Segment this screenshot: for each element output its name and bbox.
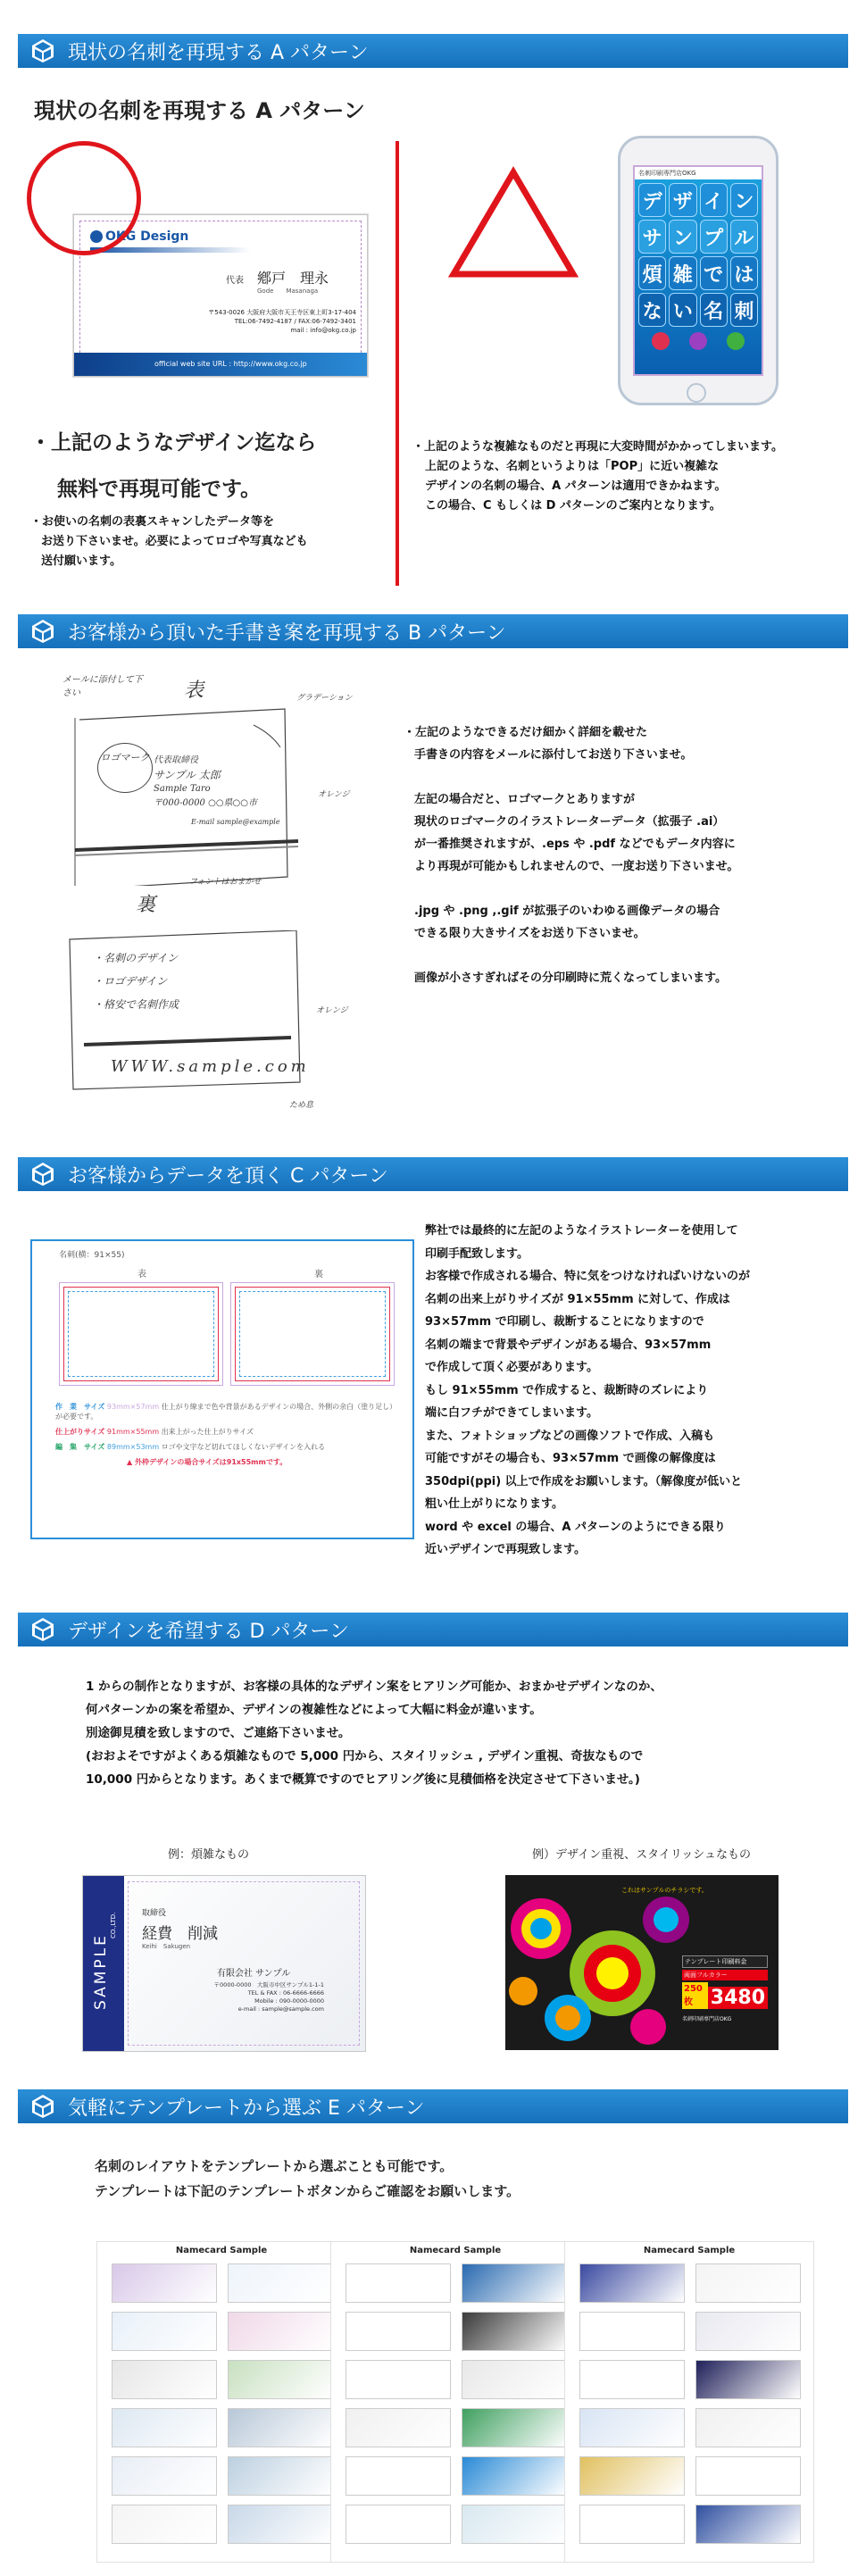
section-a-left-note: ・お使いの名刺の表裏スキャンしたデータ等を お送り下さいませ。必要によってロゴや写真なども 送付願います。 — [30, 515, 308, 568]
template-thumbnail[interactable] — [579, 2408, 685, 2447]
template-thumbnail[interactable] — [112, 2263, 217, 2303]
back-frame — [230, 1282, 395, 1386]
example-card-simple: SAMPLE CO.,LTD. 取締役 経費 削減 Keihi Sakugen 有限会社 サンプル 〒0000-0000 大阪市中区サンプル1-1-1 TEL & FAX : 06-6666-6666 Mobile : 090-0000-0000 e-mail : sample@sample.com — [82, 1875, 366, 2052]
template-thumbnail[interactable] — [695, 2408, 801, 2447]
phone-tile: い — [669, 293, 696, 327]
example-card-stylish: これはサンプルのチラシです。 テンプレート印刷料金 両面フルカラー 250枚 3480 名刺印刷専門店OKG — [505, 1875, 779, 2050]
template-thumbnail[interactable] — [695, 2360, 801, 2399]
phone-tile: 名 — [700, 293, 728, 327]
phone-tile: サ — [638, 220, 666, 254]
circle-mark-icon — [27, 141, 141, 255]
section-a-free-note: ・上記のようなデザイン迄なら 無料で再現可能です。 — [30, 431, 317, 501]
template-sheet-1[interactable]: Namecard Sample — [96, 2241, 346, 2563]
front-frame — [59, 1282, 223, 1386]
template-thumbnail[interactable] — [346, 2312, 451, 2351]
card-name: 鄕戸 理永 — [257, 270, 329, 287]
okg-business-card: OKG Design 代表 鄕戸 理永 Gode Masanaga 〒543-0026 大阪府大阪市天王寺区東上町3-17-404 TEL:06-7492-4187 / FAX:06-7492-3401 mail : info@okg.co.jp official web site URL : http://www.okg.co.jp — [73, 214, 368, 377]
phone-tile: プ — [700, 220, 728, 254]
cube-icon — [30, 1162, 55, 1187]
template-thumbnail[interactable] — [228, 2505, 333, 2544]
phone-tile: ル — [730, 220, 758, 254]
section-c-banner: お客様からデータを頂く C パターン — [18, 1157, 848, 1191]
template-legend: 作 業 サイズ 93mm×57mm 仕上がり線まで色や背景があるデザインの場合、外側の余白（塗り足し）が必要です。 仕上がりサイズ 91mm×55mm 出来上がった仕上がりサイズ 編 集 サイズ 89mm×53mm ロゴや文字など切れてほしくないデザインを入れる ▲ 外枠デザインの場合サイズは91x55mmです。 — [55, 1403, 394, 1466]
red-button-icon — [652, 332, 670, 350]
phone-tile: イ — [700, 183, 728, 217]
template-thumbnail[interactable] — [346, 2408, 451, 2447]
triangle-mark-icon — [446, 165, 580, 281]
phone-tile-grid — [635, 179, 762, 330]
template-thumbnail[interactable] — [462, 2360, 567, 2399]
section-e-banner: 気軽にテンプレートから選ぶ E パターン — [18, 2089, 848, 2123]
template-thumbnail[interactable] — [579, 2312, 685, 2351]
cube-icon — [30, 619, 55, 644]
template-thumbnail[interactable] — [346, 2263, 451, 2303]
phone-tile: で — [700, 256, 728, 290]
banner-title: 現状の名刺を再現する A パターン — [68, 41, 369, 64]
phone-screen: 名刺印刷専門店OKG デ ザ イ ン サ ン プ ル 煩 雑 で は な い 名 刺 — [633, 165, 763, 376]
template-thumbnail[interactable] — [228, 2456, 333, 2496]
section-b-text: ・左記のようなできるだけ細かく詳細を載せた 手書きの内容をメールに添付してお送り下さいませ。 左記の場合だと、ロゴマークとありますが 現状のロゴマークのイラストレーターデータ（拡張子 .ai） が一番推奨されますが、.eps や .pdf などでもデータ内容に より再現が可能かもしれませんので、一度お送り下さいませ。 .jpg や .png ,.gif が拡張子のいわゆる画像データの場合 できる限り大きサイズをお送り下さいませ。 画像が小さすぎればその分印刷時に荒くなってしまいます。 — [404, 726, 739, 985]
template-thumbnail[interactable] — [346, 2456, 451, 2496]
phone-tile: ン — [669, 220, 696, 254]
template-thumbnail[interactable] — [228, 2360, 333, 2399]
illustrator-template: 名刺(横：91×55) 表 裏 作 業 サイズ 93mm×57mm 仕上がり線まで色や背景があるデザインの場合、外側の余白（塗り足し）が必要です。 仕上がりサイズ 91mm×55mm 出来上がった仕上がりサイズ 編 集 サイズ 89mm×53mm ロゴや文字など切れてほしくないデザインを入れる ▲ 外枠デザインの場合サイズは91x55mmです。 — [30, 1239, 414, 1539]
logo-placeholder: ロゴマーク — [97, 743, 153, 793]
section-e-text: 名刺のレイアウトをテンプレートから選ぶことも可能です。 テンプレートは下記のテンプレートボタンからご確認をお願いします。 — [95, 2158, 520, 2199]
template-thumbnail[interactable] — [695, 2505, 801, 2544]
phone-tile: は — [730, 256, 758, 290]
template-thumbnail[interactable] — [462, 2456, 567, 2496]
cube-icon — [30, 38, 55, 63]
divider-line — [396, 141, 399, 586]
template-thumbnail[interactable] — [462, 2408, 567, 2447]
template-thumbnail[interactable] — [112, 2456, 217, 2496]
template-sheet-2[interactable]: Namecard Sample — [330, 2241, 580, 2563]
template-thumbnail[interactable] — [579, 2456, 685, 2496]
okg-logo: OKG Design — [90, 229, 188, 244]
section-c-text: 弊社では最終的に左記のようなイラストレーターを使用して 印刷手配致します。 お客様で作成される場合、特に気をつけなければいけないのが 名刺の出来上がりサイズが 91×55mm に対して、作成は 93×57mm で印刷し、裁断することになりますので 名刺の端まで背景やデザインがある場合、93×57mm で作成して頂く必要があります。 もし 91×55mm で作成すると、裁断時のズレにより 端に白フチができてしまいます。 また、フォトショップなどの画像ソフトで作成、入稿も 可能ですがその場合も、93×57mm で画像の解像度は 350dpi(ppi) 以上で作成をお願いします。（解像度が低いと 粗い仕上がりになります。 word や excel の場合、A パターンのようにできる限り 近いデザインで再現致します。 — [425, 1224, 751, 1556]
handwritten-sketch: メールに添付して下さい 表 グラデーション ロゴマーク 代表取締役 サンプル 太郎 Sample Taro 〒000-0000 ○○県○○市 オレンジ E-mail sample@example フォントはおまかせ 裏 ・名刺のデザイン ・ロゴデザイン ・格安で名刺作成 オレンジ WWW.sample.com ため息 — [62, 675, 353, 1110]
template-thumbnail[interactable] — [695, 2456, 801, 2496]
template-thumbnail[interactable] — [579, 2360, 685, 2399]
template-thumbnail[interactable] — [228, 2312, 333, 2351]
cube-icon — [30, 2094, 55, 2119]
template-thumbnail[interactable] — [112, 2360, 217, 2399]
cube-icon — [30, 1617, 55, 1642]
phone-tile: 煩 — [638, 256, 666, 290]
template-thumbnail[interactable] — [228, 2408, 333, 2447]
template-thumbnail[interactable] — [695, 2312, 801, 2351]
template-thumbnail[interactable] — [228, 2263, 333, 2303]
purple-button-icon — [689, 332, 707, 350]
phone-mockup — [618, 136, 779, 405]
template-thumbnail[interactable] — [462, 2263, 567, 2303]
section-b-banner: お客様から頂いた手書き案を再現する B パターン — [18, 614, 848, 648]
phone-tile: ザ — [669, 183, 696, 217]
template-thumbnail[interactable] — [346, 2505, 451, 2544]
template-sheet-3[interactable]: Namecard Sample — [564, 2241, 814, 2563]
warning-icon: ▲ — [127, 1458, 133, 1466]
section-a-banner — [18, 34, 848, 68]
phone-tile: 刺 — [730, 293, 758, 327]
section-d-banner: デザインを希望する D パターン — [18, 1613, 848, 1646]
phone-tile: デ — [638, 183, 666, 217]
phone-tile: な — [638, 293, 666, 327]
price-label: 3480 — [708, 1987, 768, 2009]
template-thumbnail[interactable] — [112, 2408, 217, 2447]
section-a-heading: 現状の名刺を再現する A パターン — [34, 98, 365, 123]
home-button-icon — [687, 383, 706, 403]
phone-tile: 雑 — [669, 256, 696, 290]
green-button-icon — [727, 332, 745, 350]
template-thumbnail[interactable] — [579, 2263, 685, 2303]
template-thumbnail[interactable] — [346, 2360, 451, 2399]
phone-tile: ン — [730, 183, 758, 217]
template-thumbnail[interactable] — [462, 2505, 567, 2544]
template-thumbnail[interactable] — [579, 2505, 685, 2544]
template-thumbnail[interactable] — [112, 2312, 217, 2351]
template-thumbnail[interactable] — [112, 2505, 217, 2544]
template-thumbnail[interactable] — [695, 2263, 801, 2303]
card-url-bar: official web site URL : http://www.okg.co.jp — [74, 353, 367, 376]
template-thumbnail[interactable] — [462, 2312, 567, 2351]
section-d-text: 1 からの制作となりますが、お客様の具体的なデザイン案をヒアリング可能か、おまかせデザインなのか、 何パターンかの案を希望か、デザインの複雑性などによって大幅に料金が違います。 別途御見積を致しますので、ご連絡下さいませ。 (おおよそですがよくある煩雑なもので 5,000 円から、スタイリッシュ , デザイン重視、奇抜なもので 10,000 円からとなります。あくまで概算ですのでヒアリング後に見積価格を決定させて下さいませ。) — [86, 1680, 662, 1787]
section-a-right-note: ・上記のような複雑なものだと再現に大変時間がかかってしまいます。 上記のような、名刺というよりは「POP」に近い複雑な デザインの名刺の場合、A パターンは適用できかねます。 この場合、C もしくは D パターンのご案内となります。 — [412, 440, 783, 513]
